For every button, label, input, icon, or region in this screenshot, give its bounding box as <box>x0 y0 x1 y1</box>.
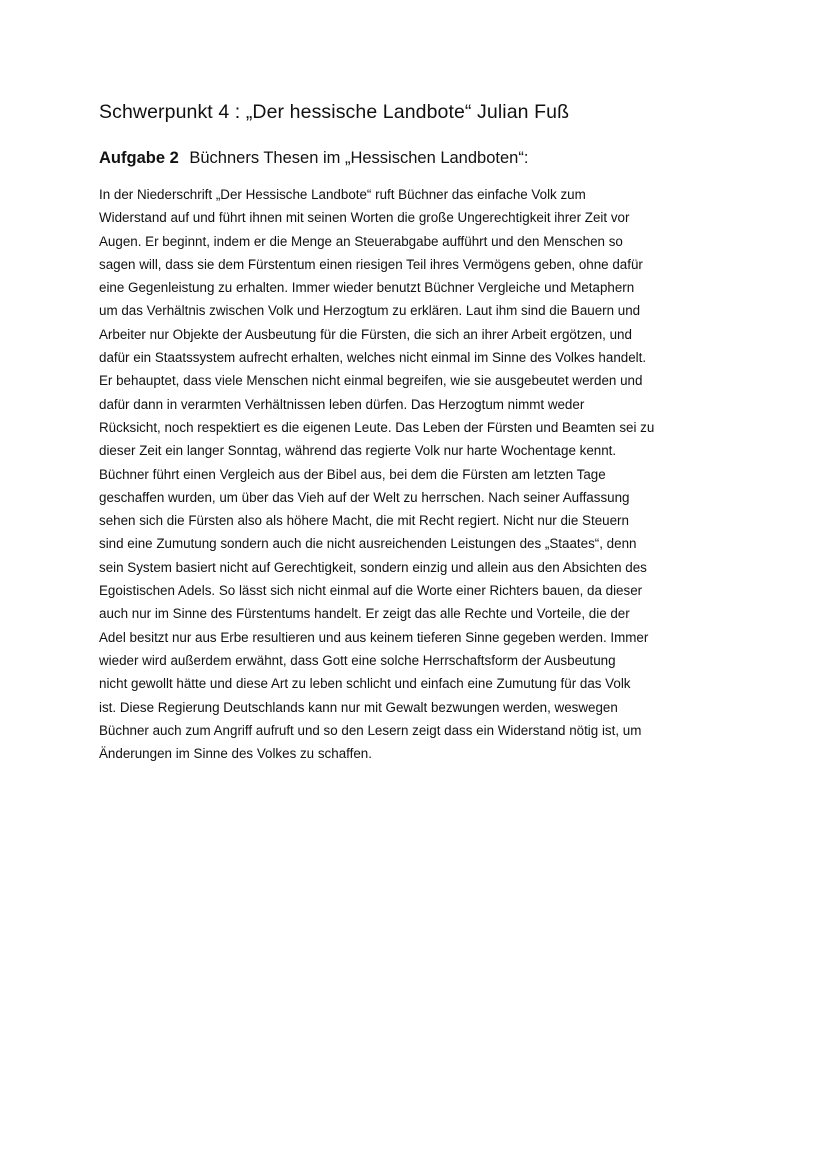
text-line: Augen. Er beginnt, indem er die Menge an Steuerabgabe aufführt und den Menschen so <box>99 233 623 249</box>
text-line: Büchner auch zum Angriff aufruft und so den Lesern zeigt dass ein Widerstand nötig ist, um <box>99 722 642 738</box>
text-line: eine Gegenleistung zu erhalten. Immer wieder benutzt Büchner Vergleiche und Metaphern <box>99 280 635 296</box>
text-line: sein System basiert nicht auf Gerechtigkeit, sondern einzig und allein aus den Absichten des <box>99 559 647 575</box>
text-line: Adel besitzt nur aus Erbe resultieren und aus keinem tieferen Sinne gegeben werden. Immer <box>99 629 649 645</box>
text-line: ist. Diese Regierung Deutschlands kann nur mit Gewalt bezwungen werden, weswegen <box>99 699 618 715</box>
text-line: nicht gewollt hätte und diese Art zu leben schlicht und einfach eine Zumutung für das Volk <box>99 676 631 692</box>
text-line: Änderungen im Sinne des Volkes zu schaffen. <box>99 746 372 762</box>
body-paragraph <box>99 183 739 765</box>
text-line: Büchner führt einen Vergleich aus der Bibel aus, bei dem die Fürsten am letzten Tage <box>99 466 606 482</box>
text-line: sehen sich die Fürsten also als höhere Macht, die mit Recht regiert. Nicht nur die Steuern <box>99 513 629 529</box>
text-line: dafür dann in verarmten Verhältnissen leben dürfen. Das Herzogtum nimmt weder <box>99 396 585 412</box>
text-line: dieser Zeit ein langer Sonntag, während das regierte Volk nur harte Wochentage kennt. <box>99 443 617 459</box>
text-line: In der Niederschrift „Der Hessische Landbote“ ruft Büchner das einfache Volk zum <box>99 187 586 202</box>
text-line: Egoistischen Adels. So lässt sich nicht einmal auf die Worte einer Richters bauen, da dieser <box>99 583 643 599</box>
task-title: Büchners Thesen im „Hessischen Landboten“: <box>189 149 529 167</box>
document-title: Schwerpunkt 4 : „Der hessische Landbote“ Julian Fuß <box>99 101 570 123</box>
text-line: wieder wird außerdem erwähnt, dass Gott eine solche Herrschaftsform der Ausbeutung <box>99 652 616 668</box>
text-line: Er behauptet, dass viele Menschen nicht einmal begreifen, wie sie ausgebeutet werden und <box>99 373 643 389</box>
text-line: Widerstand auf und führt ihnen mit seinen Worten die große Ungerechtigkeit ihrer Zeit vor <box>99 210 630 226</box>
text-line: um das Verhältnis zwischen Volk und Herzogtum zu erklären. Laut ihm sind die Bauern und <box>99 303 641 319</box>
task-heading <box>99 145 528 171</box>
text-line: sind eine Zumutung sondern auch die nicht ausreichenden Leistungen des „Staates“, denn <box>99 536 637 552</box>
text-line: Rücksicht, noch respektiert es die eigenen Leute. Das Leben der Fürsten und Beamten sei zu <box>99 419 655 435</box>
text-line: auch nur im Sinne des Fürstentums handelt. Er zeigt das alle Rechte und Vorteile, die der <box>99 606 630 622</box>
text-line: sagen will, dass sie dem Fürstentum einen riesigen Teil ihres Vermögens geben, ohne dafür <box>99 256 643 272</box>
text-line: Arbeiter nur Objekte der Ausbeutung für die Fürsten, die sich an ihrer Arbeit ergötzen, und <box>99 326 632 342</box>
text-line: geschaffen wurden, um über das Vieh auf der Welt zu herrschen. Nach seiner Auffassung <box>99 489 630 505</box>
task-label: Aufgabe 2 <box>99 149 179 167</box>
text-line: dafür ein Staatssystem aufrecht erhalten, welches nicht einmal im Sinne des Volkes handelt. <box>99 350 647 366</box>
